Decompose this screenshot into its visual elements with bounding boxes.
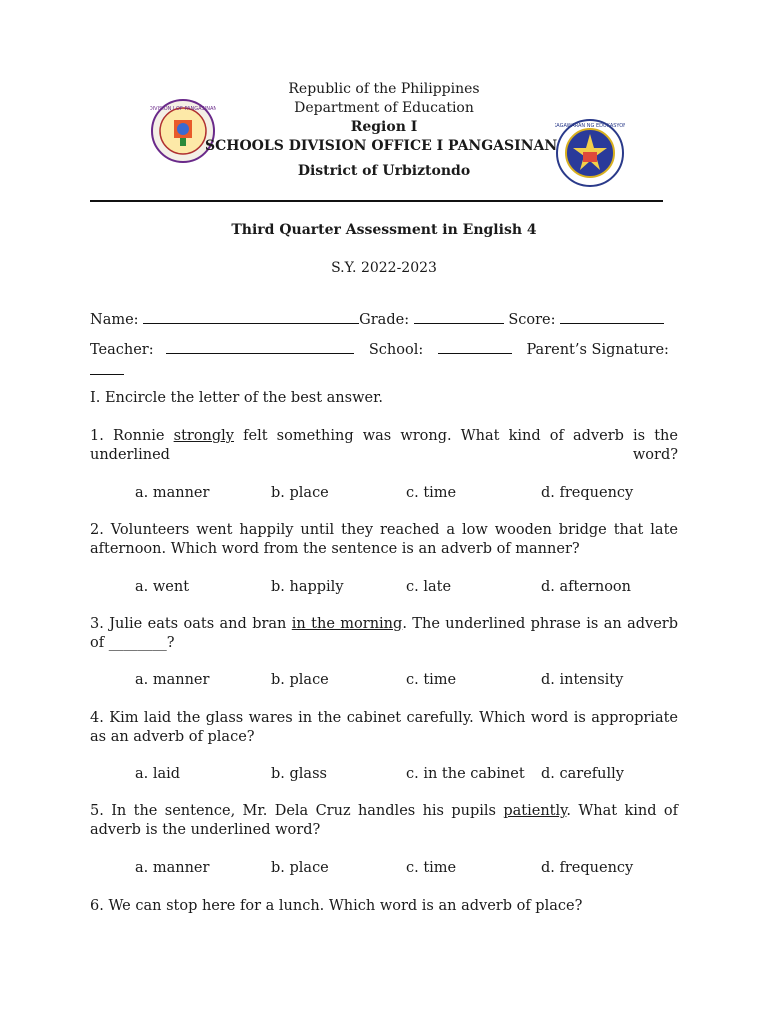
q3-option-b[interactable]: b. place xyxy=(271,672,329,688)
q5-text-pre: 5. In the sentence, Mr. Dela Cruz handles his pupils xyxy=(90,803,504,819)
q3-text-post: . The underlined phrase is an adverb of ________? xyxy=(90,616,678,651)
q1-option-c[interactable]: c. time xyxy=(406,485,457,501)
score-blank[interactable] xyxy=(560,310,664,324)
q3-option-c[interactable]: c. time xyxy=(406,672,457,688)
district-line: District of Urbiztondo xyxy=(297,163,471,179)
q1-text-post: felt something was wrong. What kind of adverb is the underlined word? xyxy=(90,428,678,463)
question-4: 4. Kim laid the glass wares in the cabinet carefully. Which word is appropriate as an adverb of place? xyxy=(90,710,678,745)
school-blank[interactable] xyxy=(438,340,512,354)
q5-text-post: . What kind of adverb is the underlined word? xyxy=(90,803,678,838)
teacher-school-parent-row xyxy=(90,340,678,360)
svg-text:KAGAWARAN NG EDUKASYON: KAGAWARAN NG EDUKASYON xyxy=(555,123,625,129)
teacher-label: Teacher: xyxy=(90,342,154,358)
q4-option-b[interactable]: b. glass xyxy=(271,766,327,782)
q5-option-d[interactable]: d. frequency xyxy=(541,860,634,876)
q3-option-a[interactable]: a. manner xyxy=(135,672,210,688)
name-blank[interactable] xyxy=(143,310,359,324)
school-label: School: xyxy=(368,342,424,358)
q5-option-a[interactable]: a. manner xyxy=(135,860,210,876)
q1-option-d[interactable]: d. frequency xyxy=(541,485,634,501)
grade-blank[interactable] xyxy=(414,310,504,324)
instruction: I. Encircle the letter of the best answer. xyxy=(90,390,384,406)
parent-signature-blank[interactable] xyxy=(90,374,124,375)
q2-option-b[interactable]: b. happily xyxy=(271,579,344,595)
teacher-blank[interactable] xyxy=(166,340,354,354)
q2-option-a[interactable]: a. went xyxy=(135,579,190,595)
question-3 xyxy=(90,615,678,653)
svg-text:DIVISION I OF PANGASINAN: DIVISION I OF PANGASINAN xyxy=(150,106,216,112)
division-line: SCHOOLS DIVISION OFFICE I PANGASINAN xyxy=(205,138,558,154)
q1-option-b[interactable]: b. place xyxy=(271,485,329,501)
parent-signature-label: Parent’s Signature: xyxy=(526,342,669,358)
q4-option-d[interactable]: d. carefully xyxy=(541,766,624,782)
name-label: Name: xyxy=(90,312,139,328)
q4-option-c[interactable]: c. in the cabinet xyxy=(406,766,525,782)
q5-option-b[interactable]: b. place xyxy=(271,860,329,876)
header-divider xyxy=(90,200,663,202)
question-6: 6. We can stop here for a lunch. Which word is an adverb of place? xyxy=(90,898,583,914)
department-line: Department of Education xyxy=(294,100,474,116)
name-grade-score-row xyxy=(90,310,678,330)
question-1 xyxy=(90,427,678,465)
q1-underlined-word: strongly xyxy=(173,428,235,444)
question-5 xyxy=(90,802,678,840)
q2-option-d[interactable]: d. afternoon xyxy=(541,579,631,595)
page-title: Third Quarter Assessment in English 4 xyxy=(231,222,537,238)
q1-text-pre: 1. Ronnie xyxy=(90,428,174,444)
school-year: S.Y. 2022-2023 xyxy=(331,260,437,276)
q1-option-a[interactable]: a. manner xyxy=(135,485,210,501)
q3-option-d[interactable]: d. intensity xyxy=(541,672,624,688)
q4-option-a[interactable]: a. laid xyxy=(135,766,181,782)
q5-option-c[interactable]: c. time xyxy=(406,860,457,876)
question-2: 2. Volunteers went happily until they reached a low wooden bridge that late afternoon. Which word from the sentence is an adverb of manner? xyxy=(90,522,678,557)
q5-underlined-word: patiently xyxy=(503,803,567,819)
score-label: Score: xyxy=(508,312,556,328)
q3-text-pre: 3. Julie eats oats and bran xyxy=(90,616,292,632)
republic-line: Republic of the Philippines xyxy=(288,81,480,97)
region-line: Region I xyxy=(350,119,418,135)
q3-underlined-phrase: in the morning xyxy=(291,616,403,632)
grade-label: Grade: xyxy=(359,312,410,328)
q2-option-c[interactable]: c. late xyxy=(406,579,452,595)
